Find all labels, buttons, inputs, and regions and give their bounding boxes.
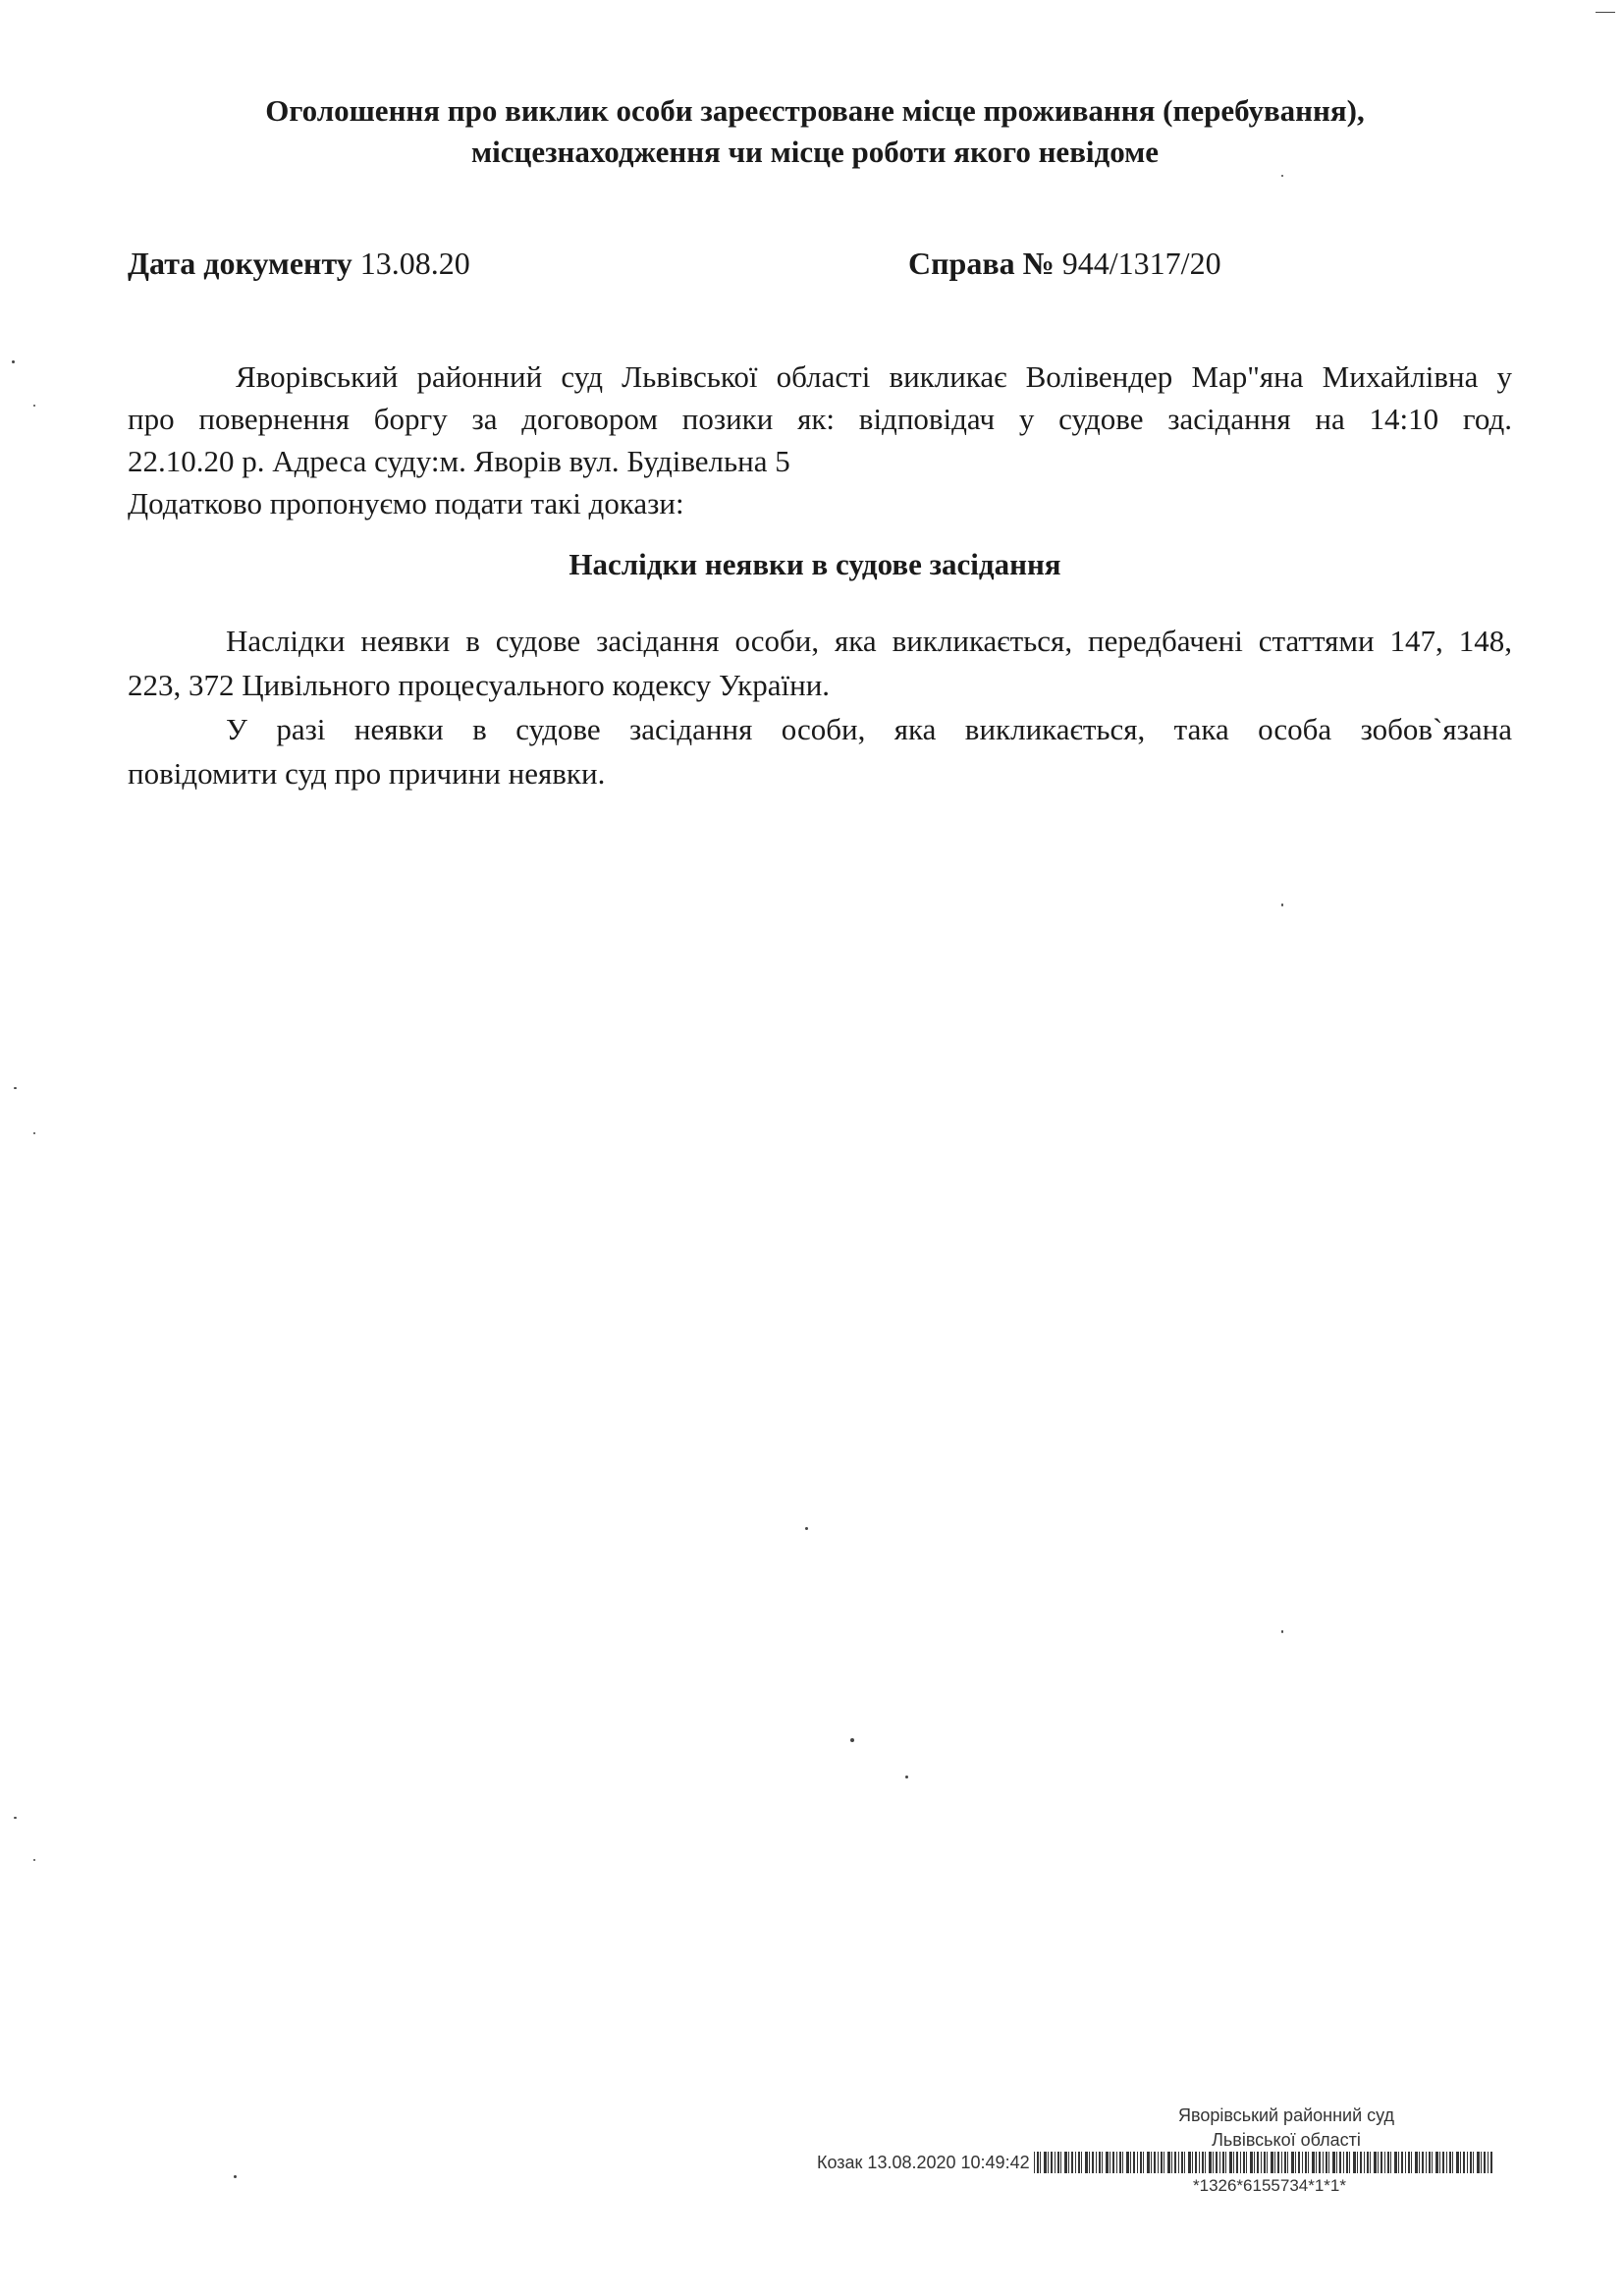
barcode-bar xyxy=(1411,2152,1412,2173)
barcode-bar xyxy=(1284,2152,1286,2173)
barcode-bar xyxy=(1401,2152,1403,2173)
barcode-bar xyxy=(1302,2152,1303,2173)
barcode-bar xyxy=(1216,2152,1218,2173)
barcode-bar xyxy=(1332,2152,1335,2173)
barcode-bar xyxy=(1456,2152,1459,2173)
barcode-bar xyxy=(1349,2152,1350,2173)
scan-speck xyxy=(33,405,35,407)
barcode-bar xyxy=(1219,2152,1220,2173)
barcode-bar xyxy=(1161,2152,1163,2173)
summons-line-3: 22.10.20 р. Адреса суду:м. Яворів вул. Будівельна 5 xyxy=(128,444,790,478)
barcode-bar xyxy=(1205,2152,1206,2173)
barcode-bar xyxy=(1151,2152,1152,2173)
barcode-bar xyxy=(1257,2152,1259,2173)
barcode-bar xyxy=(1339,2152,1341,2173)
barcode-bar xyxy=(1484,2152,1486,2173)
barcode-bar xyxy=(1432,2152,1433,2173)
consequences-p2-line-1: У разі неявки в судове засідання особи, яка викликається, така особа зобов`язана xyxy=(226,712,1512,746)
barcode-bar xyxy=(1158,2152,1159,2173)
barcode-bar xyxy=(1295,2152,1296,2173)
scan-speck xyxy=(234,2175,237,2178)
scan-speck xyxy=(1281,1630,1283,1633)
case-number-label: Справа № xyxy=(908,246,1055,281)
barcode-bar xyxy=(1415,2152,1418,2173)
barcode-bar xyxy=(1106,2152,1109,2173)
barcode-code: *1326*6155734*1*1* xyxy=(1193,2176,1346,2195)
barcode-bar xyxy=(1460,2152,1461,2173)
scan-speck xyxy=(1596,12,1615,13)
barcode-bar xyxy=(1167,2152,1170,2173)
barcode-bar xyxy=(1051,2152,1053,2173)
barcode-bar xyxy=(1081,2152,1082,2173)
consequences-text xyxy=(128,619,1512,795)
registration-row xyxy=(817,2151,1495,2174)
scan-speck xyxy=(1281,903,1283,906)
barcode-bar xyxy=(1336,2152,1337,2173)
barcode-bar xyxy=(1261,2152,1262,2173)
barcode-bar xyxy=(1477,2152,1480,2173)
barcode-bar xyxy=(1374,2152,1377,2173)
barcode-bar xyxy=(1384,2152,1385,2173)
notice-title-line-2: місцезнаходження чи місце роботи якого невідоме xyxy=(470,135,1160,169)
barcode-bar xyxy=(1071,2152,1073,2173)
barcode-bar xyxy=(1213,2152,1214,2173)
barcode-bar xyxy=(1308,2152,1309,2173)
scan-speck xyxy=(14,1817,17,1819)
barcode-bar xyxy=(1085,2152,1088,2173)
barcode-bar xyxy=(1092,2152,1094,2173)
barcode-bar xyxy=(1099,2152,1101,2173)
barcode-bar xyxy=(1246,2152,1247,2173)
barcode-bar xyxy=(1316,2152,1317,2173)
barcode-bar xyxy=(1429,2152,1431,2173)
summons-line-4: Додатково пропонуємо подати такі докази: xyxy=(128,486,684,520)
barcode-bar xyxy=(1068,2152,1069,2173)
barcode-bar xyxy=(1439,2152,1440,2173)
barcode-bar xyxy=(1394,2152,1397,2173)
barcode-bar xyxy=(1380,2152,1382,2173)
court-stamp-line-2: Львівської області xyxy=(1212,2130,1361,2150)
barcode-bar xyxy=(1202,2152,1204,2173)
barcode-bar xyxy=(1243,2152,1245,2173)
barcode-bar xyxy=(1037,2152,1039,2173)
barcode-bar xyxy=(1240,2152,1241,2173)
barcode-bar xyxy=(1143,2152,1144,2173)
barcode-bar xyxy=(1225,2152,1226,2173)
barcode-bar xyxy=(1442,2152,1444,2173)
barcode-bar xyxy=(1490,2152,1492,2173)
summons-paragraph xyxy=(128,355,1512,524)
scan-speck xyxy=(33,1132,35,1134)
scan-speck xyxy=(905,1776,908,1778)
barcode-bar xyxy=(1236,2152,1238,2173)
barcode-bar xyxy=(1264,2152,1266,2173)
scan-speck xyxy=(33,1859,35,1861)
barcode-bar xyxy=(1419,2152,1420,2173)
barcode-bar xyxy=(1137,2152,1138,2173)
barcode-bar xyxy=(1057,2152,1059,2173)
barcode-bar xyxy=(1326,2152,1327,2173)
scan-speck xyxy=(850,1738,854,1742)
barcode-bar xyxy=(1287,2152,1288,2173)
barcode-bar xyxy=(1467,2152,1468,2173)
barcode-bar xyxy=(1040,2152,1041,2173)
barcode-bar xyxy=(1034,2152,1035,2173)
barcode-bar xyxy=(1130,2152,1131,2173)
barcode-bar xyxy=(1229,2152,1232,2173)
barcode-bar xyxy=(1126,2152,1129,2173)
barcode-bar xyxy=(1250,2152,1253,2173)
barcode-bar xyxy=(1463,2152,1465,2173)
barcode xyxy=(1034,2152,1495,2173)
court-stamp xyxy=(1159,2105,1414,2126)
barcode-bar xyxy=(1390,2152,1391,2173)
barcode-bar xyxy=(1178,2152,1179,2173)
barcode-bar xyxy=(1346,2152,1348,2173)
barcode-bar xyxy=(1481,2152,1482,2173)
barcode-bar xyxy=(1277,2152,1279,2173)
barcode-bar xyxy=(1470,2152,1472,2173)
barcode-bar xyxy=(1192,2152,1193,2173)
barcode-bar xyxy=(1188,2152,1191,2173)
barcode-bar xyxy=(1446,2152,1447,2173)
barcode-bar xyxy=(1119,2152,1121,2173)
summons-line-1: Яворівський районний суд Львівської області викликає Волівендер Мар"яна Михайлівна у xyxy=(236,359,1512,394)
barcode-bar xyxy=(1328,2152,1329,2173)
barcode-bar xyxy=(1435,2152,1438,2173)
consequences-p2-line-2: повідомити суд про причини неявки. xyxy=(128,756,606,791)
notice-title-line-1: Оголошення про виклик особи зареєстроване місце проживання (перебування), xyxy=(265,93,1365,128)
barcode-bar xyxy=(1398,2152,1399,2173)
barcode-bar xyxy=(1112,2152,1114,2173)
barcode-bar xyxy=(1343,2152,1344,2173)
barcode-bar xyxy=(1140,2152,1142,2173)
barcode-bar xyxy=(1312,2152,1315,2173)
barcode-bar xyxy=(1488,2152,1489,2173)
scan-speck xyxy=(805,1527,808,1530)
barcode-bar xyxy=(1274,2152,1275,2173)
barcode-bar xyxy=(1044,2152,1047,2173)
barcode-bar xyxy=(1267,2152,1268,2173)
consequences-p1-line-1: Наслідки неявки в судове засідання особи, яка викликається, передбачені статтями 147, 148, xyxy=(226,624,1512,658)
barcode-bar xyxy=(1048,2152,1049,2173)
barcode-bar xyxy=(1171,2152,1172,2173)
barcode-bar xyxy=(1254,2152,1255,2173)
barcode-bar xyxy=(1305,2152,1307,2173)
barcode-bar xyxy=(1405,2152,1406,2173)
barcode-bar xyxy=(1174,2152,1176,2173)
barcode-bar xyxy=(1291,2152,1294,2173)
consequences-heading: Наслідки неявки в судове засідання xyxy=(568,547,1061,581)
barcode-bar xyxy=(1122,2152,1123,2173)
barcode-bar xyxy=(1473,2152,1474,2173)
scan-speck xyxy=(12,360,15,363)
barcode-bar xyxy=(1222,2152,1224,2173)
barcode-bar xyxy=(1116,2152,1117,2173)
barcode-bar xyxy=(1422,2152,1424,2173)
barcode-bar xyxy=(1195,2152,1197,2173)
summons-line-2: про повернення боргу за договором позики як: відповідач у судове засідання на 14:10 год. xyxy=(128,402,1512,436)
barcode-bar xyxy=(1089,2152,1090,2173)
case-number-value: 944/1317/20 xyxy=(1061,246,1221,281)
case-number xyxy=(908,246,1221,282)
barcode-bar xyxy=(1452,2152,1453,2173)
barcode-bar xyxy=(1078,2152,1080,2173)
barcode-bar xyxy=(1353,2152,1356,2173)
barcode-bar xyxy=(1387,2152,1389,2173)
barcode-bar xyxy=(1408,2152,1410,2173)
barcode-bar xyxy=(1209,2152,1212,2173)
barcode-bar xyxy=(1357,2152,1358,2173)
barcode-bar xyxy=(1075,2152,1076,2173)
barcode-bar xyxy=(1370,2152,1371,2173)
registrar-timestamp: Козак 13.08.2020 10:49:42 xyxy=(817,2152,1030,2172)
court-stamp-region xyxy=(1159,2129,1414,2151)
barcode-bar xyxy=(1449,2152,1451,2173)
document-date xyxy=(128,246,470,282)
barcode-bar xyxy=(1102,2152,1103,2173)
barcode-bar xyxy=(1319,2152,1321,2173)
notice-title xyxy=(118,90,1512,173)
court-stamp-line-1: Яворівський районний суд xyxy=(1177,2105,1395,2125)
barcode-bar xyxy=(1184,2152,1185,2173)
barcode-bar xyxy=(1064,2152,1067,2173)
barcode-bar xyxy=(1281,2152,1282,2173)
barcode-bar xyxy=(1426,2152,1427,2173)
barcode-bar xyxy=(1181,2152,1183,2173)
barcode-bar xyxy=(1147,2152,1150,2173)
barcode-bar xyxy=(1271,2152,1273,2173)
barcode-bar xyxy=(1096,2152,1097,2173)
consequences-p1-line-2: 223, 372 Цивільного процесуального кодексу України. xyxy=(128,668,831,702)
barcode-bar xyxy=(1364,2152,1365,2173)
barcode-bar xyxy=(1323,2152,1324,2173)
barcode-bar xyxy=(1154,2152,1156,2173)
barcode-bar xyxy=(1367,2152,1369,2173)
scan-speck xyxy=(14,1087,17,1089)
document-date-value: 13.08.20 xyxy=(359,246,470,281)
barcode-bar xyxy=(1233,2152,1234,2173)
barcode-bar xyxy=(1199,2152,1200,2173)
barcode-bar xyxy=(1060,2152,1061,2173)
document-date-label: Дата документу xyxy=(128,246,352,281)
barcode-bar xyxy=(1360,2152,1362,2173)
scan-speck xyxy=(1281,175,1283,177)
barcode-bar xyxy=(1133,2152,1135,2173)
barcode-bar xyxy=(1055,2152,1056,2173)
barcode-bar xyxy=(1378,2152,1379,2173)
barcode-bar xyxy=(1298,2152,1300,2173)
